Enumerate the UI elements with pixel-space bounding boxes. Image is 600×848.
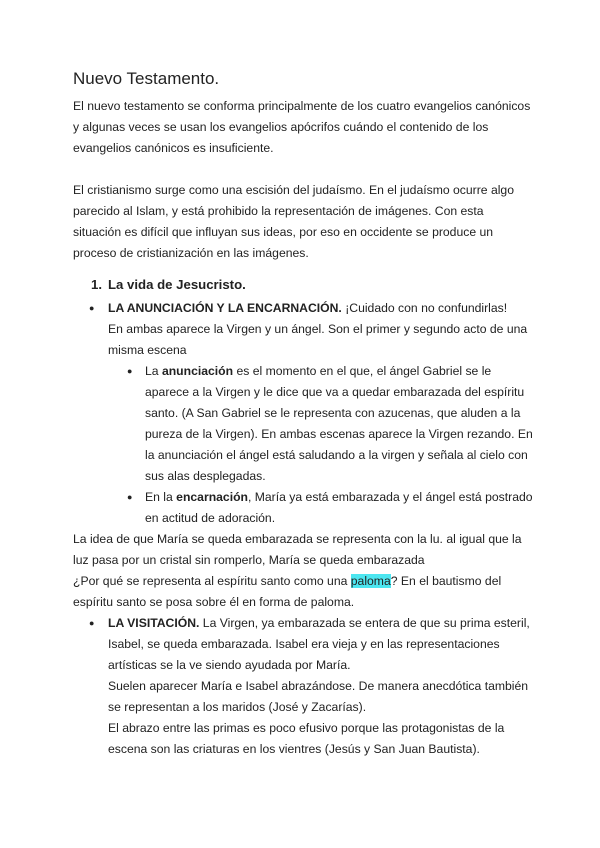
document-page <box>73 68 533 760</box>
list-item-anunciacion <box>89 298 533 361</box>
sub2-text: , María ya está embarazada y el ángel está postrado en actitud de adoración. <box>145 490 533 525</box>
list-item-anunciacion-sub <box>127 361 533 487</box>
section-number: 1. <box>91 277 102 292</box>
section-heading <box>91 274 533 296</box>
visitacion-text-1: La Virgen, ya embarazada se entera de que su prima esteril, Isabel, se queda embarazada. Isabel era vieja y en las representaciones artísticas se la ve siendo ayudada por María. <box>108 616 530 672</box>
bullet-icon: ● <box>89 303 95 313</box>
list-item-visitacion <box>89 613 533 760</box>
sub2-prefix: En la <box>145 490 177 504</box>
anunciacion-heading: LA ANUNCIACIÓN Y LA ENCARNACIÓN. <box>108 301 342 315</box>
sub1-bold: anunciación <box>161 364 234 378</box>
page-title: Nuevo Testamento. <box>73 69 220 88</box>
anunciacion-heading-rest: ¡Cuidado con no confundirlas! <box>341 301 508 315</box>
anunciacion-text: En ambas aparece la Virgen y un ángel. Son el primer y segundo acto de una misma escena <box>108 322 528 357</box>
sub2-bold: encarnación <box>176 490 248 504</box>
bullet-icon: ● <box>127 366 133 376</box>
sub1-text: es el momento en el que, el ángel Gabriel se le aparece a la Virgen y le dice que va a quedar embarazada del espíritu santo. (A San Gabriel se le representa con azucenas, que aluden a la pureza de la Virgen). En ambas escenas aparece la Virgen rezando. En la anunciación el ángel está saludando a la virgen y señala al cielo con sus alas desplegadas. <box>145 364 533 483</box>
visitacion-text-2: Suelen aparecer María e Isabel abrazándose. De manera anecdótica también se representan a los maridos (José y Zacarías). <box>108 679 529 714</box>
paloma-paragraph <box>73 571 533 613</box>
section-title: La vida de Jesucristo. <box>108 277 246 292</box>
list-item-encarnacion-sub <box>127 487 533 529</box>
highlighted-word: paloma <box>350 574 391 588</box>
paloma-prefix: ¿Por qué se representa al espíritu santo como una <box>73 574 351 588</box>
bullet-icon: ● <box>89 618 95 628</box>
second-paragraph: El cristianismo surge como una escisión del judaísmo. En el judaísmo ocurre algo parecido al Islam, y está prohibido la representación de imágenes. Con esta situación es difícil que influyan sus ideas, por eso en occidente se produce un proceso de cristianización en las imágenes. <box>73 183 514 260</box>
sub1-prefix: La <box>145 364 162 378</box>
spacer <box>73 159 533 180</box>
paloma-suffix: ? En el bautismo del espíritu santo se posa sobre él en forma de paloma. <box>73 574 502 609</box>
visitacion-heading: LA VISITACIÓN. <box>108 616 200 630</box>
bullet-icon: ● <box>127 492 133 502</box>
luz-paragraph: La idea de que María se queda embarazada se representa con la lu. al igual que la luz pasa por un cristal sin romperlo, María se queda embarazada <box>73 532 522 567</box>
intro-paragraph: El nuevo testamento se conforma principalmente de los cuatro evangelios canónicos y algunas veces se usan los evangelios apócrifos cuándo el contenido de los evangelios canónicos es insuficiente. <box>73 99 531 155</box>
visitacion-text-3: El abrazo entre las primas es poco efusivo porque las protagonistas de la escena son las criaturas en los vientres (Jesús y San Juan Bautista). <box>108 721 505 756</box>
